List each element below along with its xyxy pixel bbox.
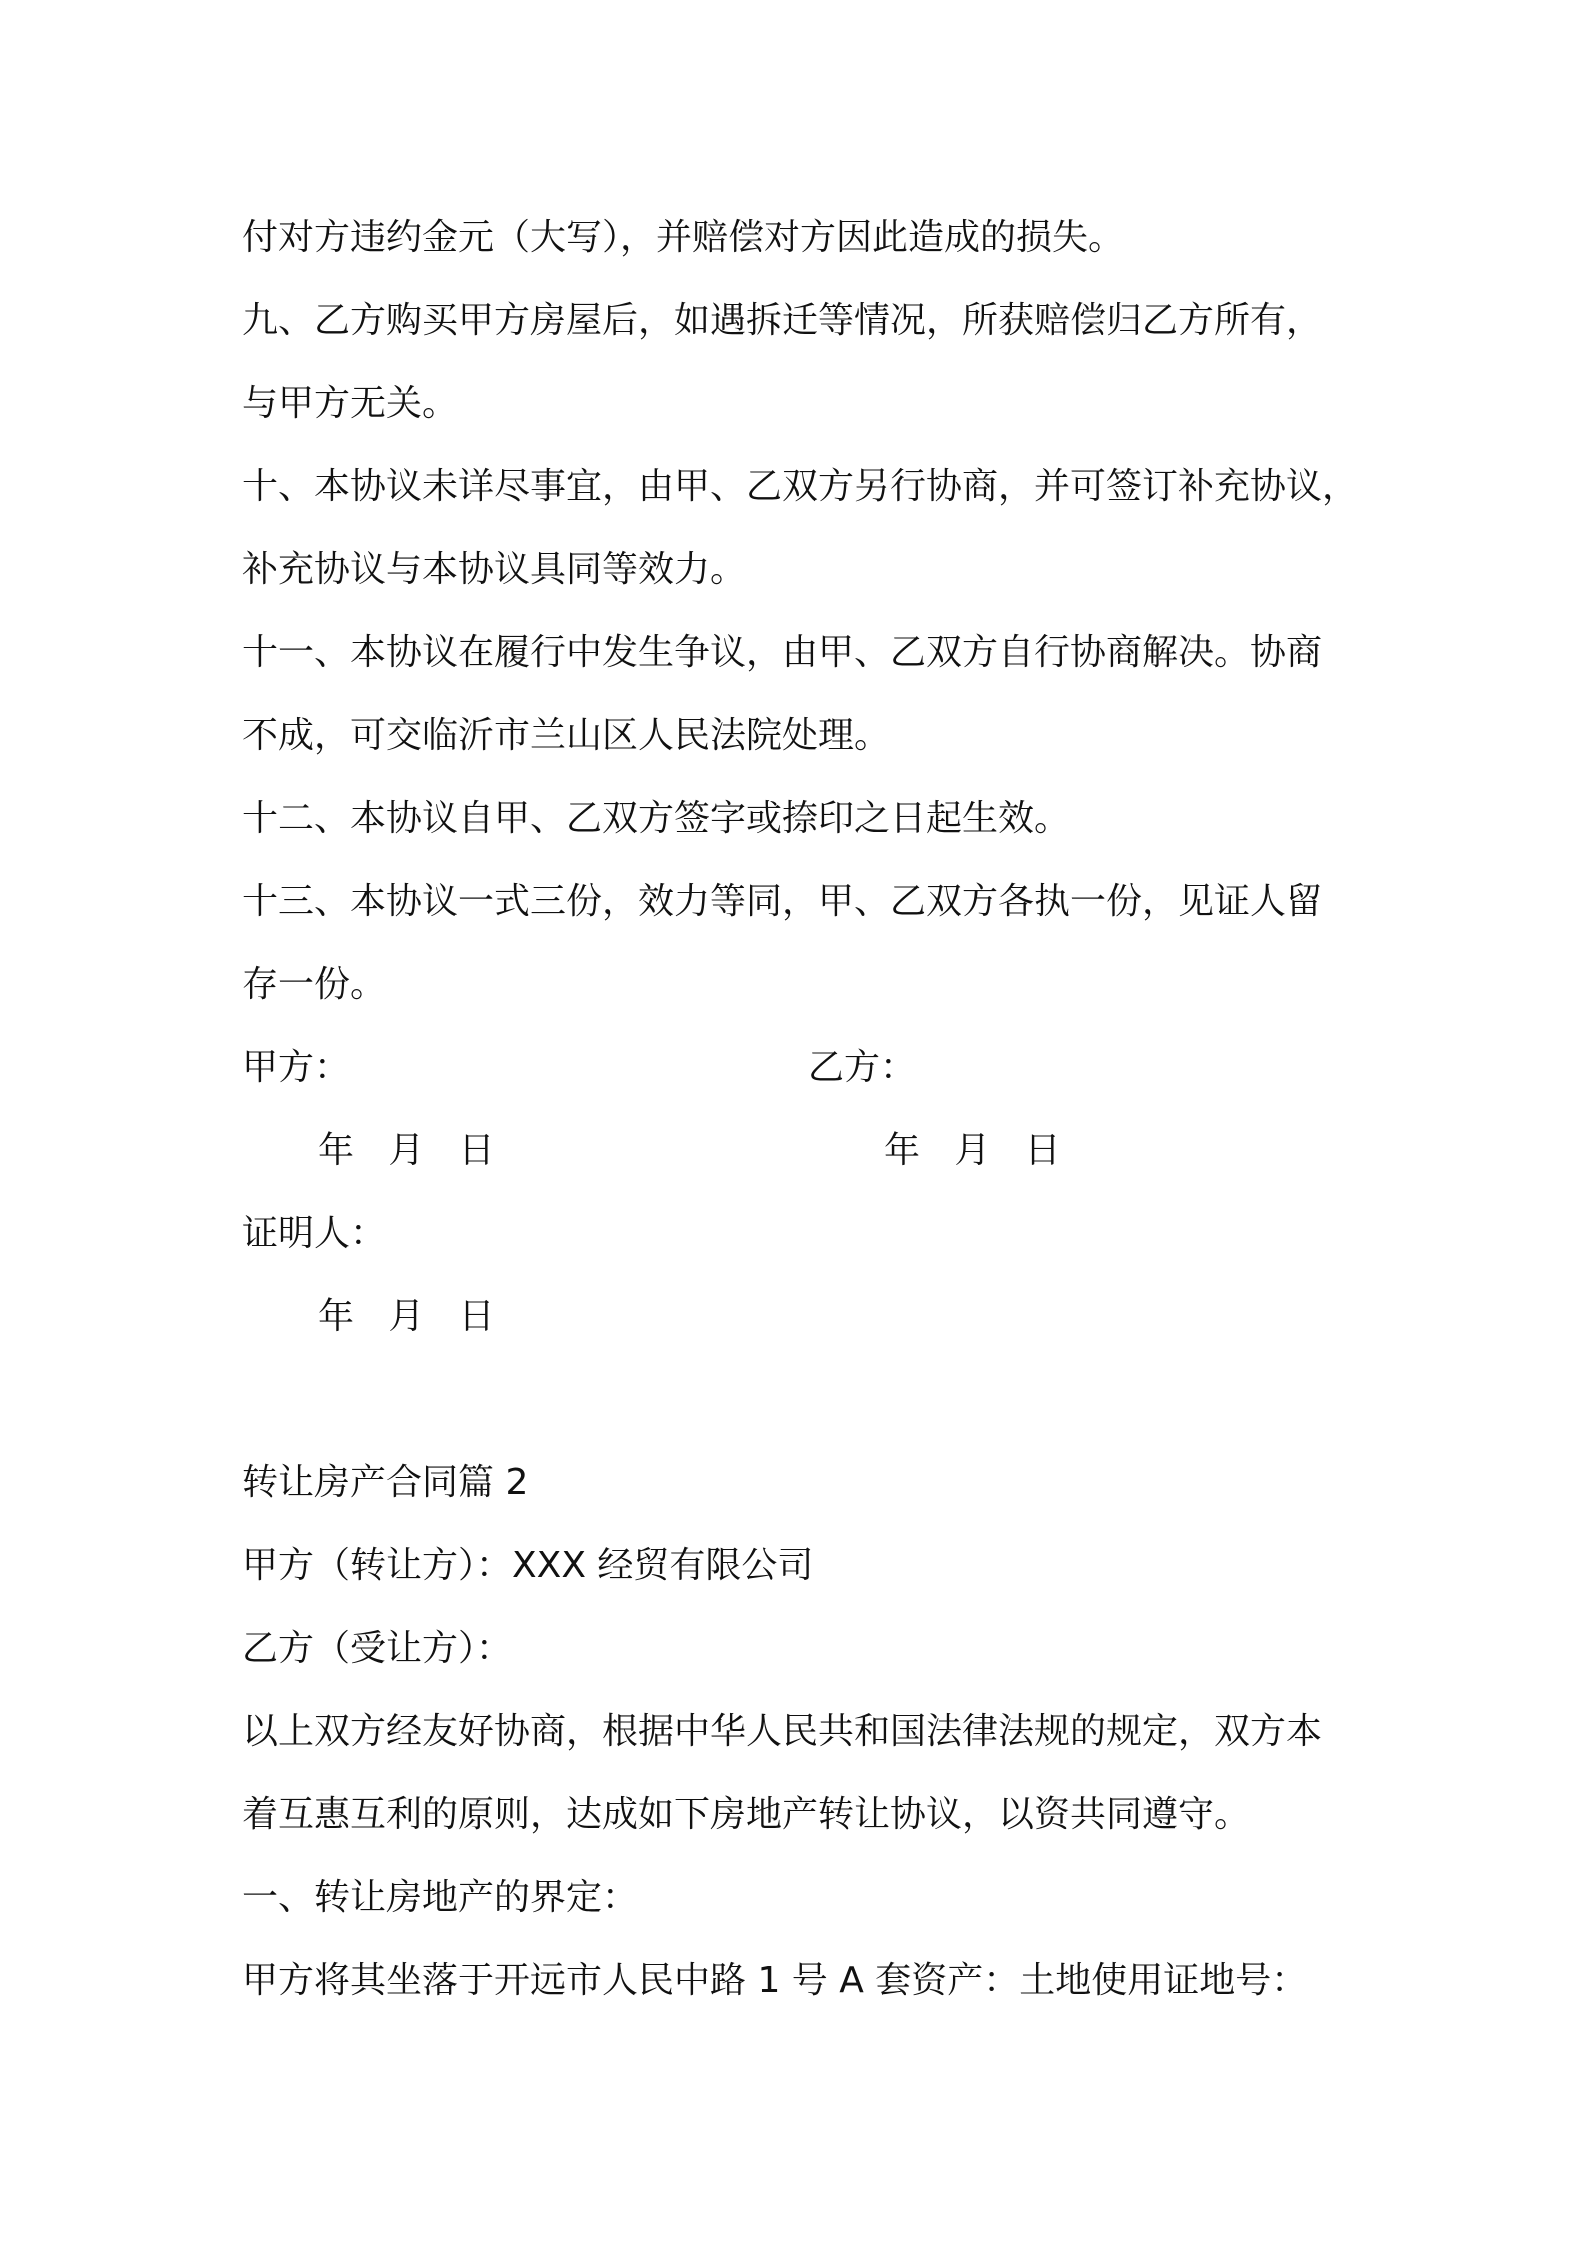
clause-9: 九、乙方购买甲方房屋后，如遇拆迁等情况，所获赔偿归乙方所有， [242,300,1323,341]
signature-date-row [242,1109,1362,1192]
clause-13: 十三、本协议一式三份，效力等同，甲、乙双方各执一份，见证人留 [242,881,1323,922]
clause-12: 十二、本协议自甲、乙双方签字或捺印之日起生效。 [242,798,1071,839]
section-2-party-a: 甲方（转让方）：XXX 经贸有限公司 [242,1545,814,1586]
witness-date-row [242,1275,1362,1358]
section-spacer [242,1358,1362,1441]
clause-11-continued: 不成，可交临沂市兰山区人民法院处理。 [242,715,891,756]
section-2-intro-continued: 着互惠互利的原则，达成如下房地产转让协议，以资共同遵守。 [242,1794,1251,1835]
party-a-date: 年 月 日 [318,1130,495,1171]
clause-10: 十、本协议未详尽事宜，由甲、乙双方另行协商，并可签订补充协议， [242,466,1359,507]
section-2-intro: 以上双方经友好协商，根据中华人民共和国法律法规的规定，双方本 [242,1711,1323,1752]
clause-11: 十一、本协议在履行中发生争议，由甲、乙双方自行协商解决。协商 [242,632,1323,673]
party-b-date: 年 月 日 [884,1130,1061,1171]
witness-date: 年 月 日 [318,1296,495,1337]
party-a-signature-label: 甲方： [242,1047,351,1088]
clause-9-continued: 与甲方无关。 [242,383,459,424]
signature-row [242,1026,1362,1109]
witness-label: 证明人： [242,1213,387,1254]
clause-13-continued: 存一份。 [242,964,387,1005]
section-2-title: 转让房产合同篇 2 [242,1462,529,1503]
clause-text: 付对方违约金元（大写），并赔偿对方因此造成的损失。 [242,217,1125,258]
document-body [242,196,1362,2022]
section-2-item-1-title: 一、转让房地产的界定： [242,1877,639,1918]
party-b-signature-label: 乙方： [808,1047,917,1088]
clause-10-continued: 补充协议与本协议具同等效力。 [242,549,747,590]
section-2-item-1-text: 甲方将其坐落于开远市人民中路 1 号 A 套资产：土地使用证地号： [242,1960,1308,2001]
section-2-party-b: 乙方（受让方）： [242,1628,513,1669]
